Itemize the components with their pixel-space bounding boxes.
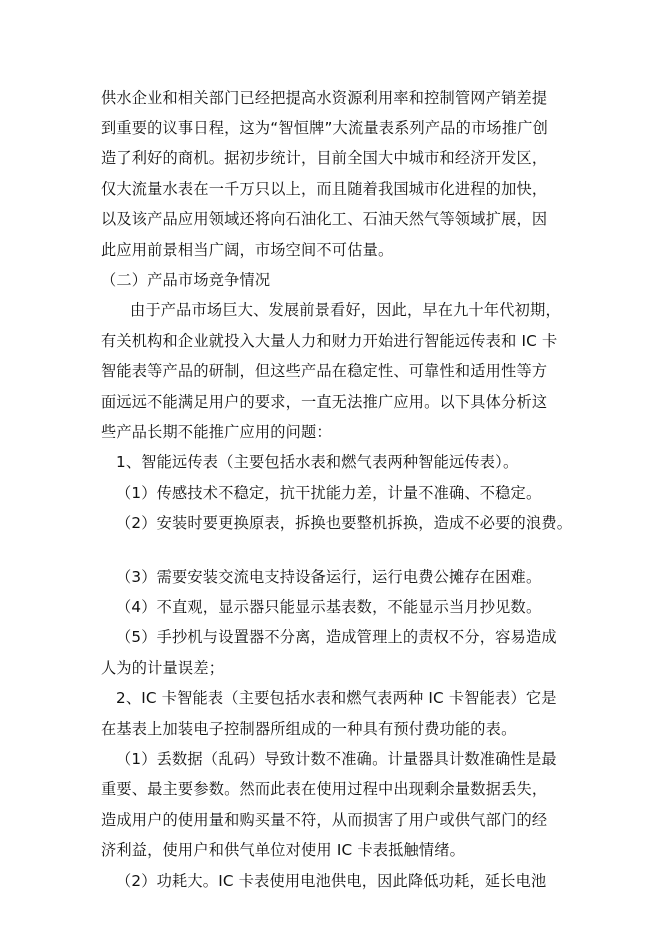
list-subitem-2-1: （1）丢数据（乱码）导致计数不准确。计量器具计数准确性是最 xyxy=(116,750,557,768)
list-subitem-1-2: （2）安装时要更换原表，拆换也要整机拆换，造成不必要的浪费。 xyxy=(116,514,573,532)
body-line-4: 仅大流量水表在一千万只以上，而且随着我国城市化进程的加快， xyxy=(101,180,548,198)
body-line-19: 人为的计量误差； xyxy=(101,659,225,677)
body-line-9: 有关机构和企业就投入大量人力和财力开始进行智能远传表和 IC 卡 xyxy=(101,332,558,350)
body-line-10: 智能表等产品的研制，但这些产品在稳定性、可靠性和适用性等方 xyxy=(101,362,548,380)
body-line-1: 供水企业和相关部门已经把提高水资源利用率和控制管网产销差提 xyxy=(101,89,548,107)
body-line-3: 造了利好的商机。据初步统计，目前全国大中城市和经济开发区， xyxy=(101,149,548,167)
body-line-2: 到重要的议事日程，这为“智恒牌”大流量表系列产品的市场推广创 xyxy=(101,119,548,137)
body-line-6: 此应用前景相当广阔，市场空间不可估量。 xyxy=(101,241,394,259)
body-line-8: 由于产品市场巨大、发展前景看好，因此，早在九十年代初期， xyxy=(130,301,561,319)
list-item-1: 1、智能远传表（主要包括水表和燃气表两种智能远传表）。 xyxy=(116,453,519,471)
body-line-12: 些产品长期不能推广应用的问题： xyxy=(101,423,332,441)
list-subitem-1-3: （3）需要安装交流电支持设备运行，运行电费公摊存在困难。 xyxy=(116,568,542,586)
section-heading: （二）产品市场竞争情况 xyxy=(101,271,271,289)
body-line-25: 济利益，使用户和供气单位对使用 IC 卡表抵触情绪。 xyxy=(101,841,466,859)
list-item-2: 2、IC 卡智能表（主要包括水表和燃气表两种 IC 卡智能表）它是 xyxy=(116,689,557,707)
body-line-24: 造成用户的使用量和购买量不符，从而损害了用户或供气部门的经 xyxy=(101,811,548,829)
list-subitem-1-4: （4）不直观，显示器只能显示基表数，不能显示当月抄见数。 xyxy=(116,598,542,616)
list-subitem-1-5: （5）手抄机与设置器不分离，造成管理上的责权不分，容易造成 xyxy=(116,628,557,646)
body-line-21: 在基表上加装电子控制器所组成的一种具有预付费功能的表。 xyxy=(101,720,517,738)
list-subitem-2-2: （2）功耗大。IC 卡表使用电池供电，因此降低功耗，延长电池 xyxy=(116,872,547,890)
body-line-11: 面远远不能满足用户的要求，一直无法推广应用。以下具体分析这 xyxy=(101,393,548,411)
body-line-23: 重要、最主要参数。然而此表在使用过程中出现剩余量数据丢失， xyxy=(101,780,548,798)
list-subitem-1-1: （1）传感技术不稳定，抗干扰能力差，计量不准确、不稳定。 xyxy=(116,484,542,502)
body-line-5: 以及该产品应用领域还将向石油化工、石油天然气等领域扩展，因 xyxy=(101,210,548,228)
